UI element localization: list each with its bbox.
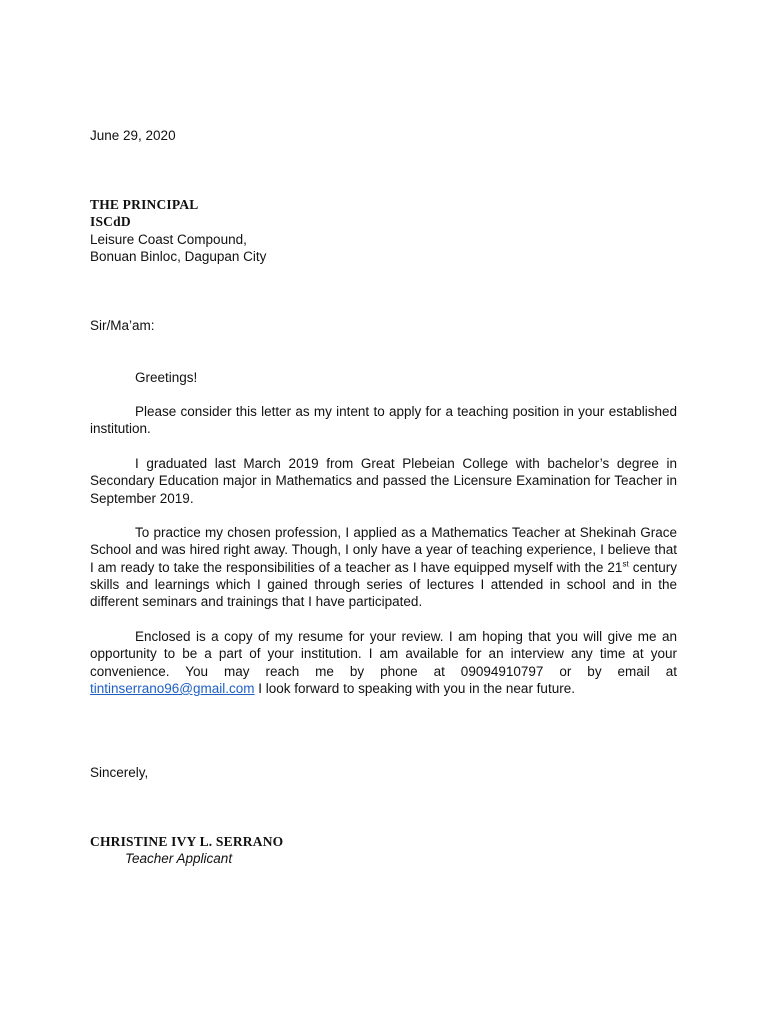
- greeting: Greetings!: [135, 370, 198, 385]
- email-link[interactable]: tintinserrano96@gmail.com: [90, 680, 255, 696]
- closing: Sincerely,: [90, 765, 149, 780]
- paragraph-experience-text-2: century skills and learnings which I gained through series of lectures I attended in school and in the different seminars and trainings that I have participated.: [90, 559, 677, 610]
- paragraph-experience: [90, 524, 677, 610]
- paragraph-enclosure: [90, 628, 677, 697]
- recipient-title: THE PRINCIPAL: [90, 197, 199, 212]
- ordinal-suffix: st: [622, 559, 629, 569]
- paragraph-education: I graduated last March 2019 from Great Plebeian College with bachelor’s degree in Secondary Education major in Mathematics and passed the Licensure Examination for Teacher in September 2019.: [90, 456, 677, 506]
- paragraph-intent: Please consider this letter as my intent to apply for a teaching position in your established institution.: [90, 404, 677, 437]
- signer-title: Teacher Applicant: [125, 851, 233, 867]
- salutation: Sir/Ma’am:: [90, 318, 155, 333]
- recipient-address-line1: Leisure Coast Compound,: [90, 231, 247, 247]
- recipient-institution: ISCdD: [90, 214, 131, 230]
- paragraph-experience-text-1: To practice my chosen profession, I applied as a Mathematics Teacher at Shekinah Grace School and was hired right away. Though, I only have a year of teaching experience, I believe that I am ready to take the responsibilities of a teacher as I have equipped myself with the 21: [90, 525, 677, 575]
- paragraph-enclosure-text-2: I look forward to speaking with you in the near future.: [254, 680, 575, 696]
- signer-name: CHRISTINE IVY L. SERRANO: [90, 834, 284, 849]
- recipient-address-line2: Bonuan Binloc, Dagupan City: [90, 248, 267, 264]
- letter-date: June 29, 2020: [90, 128, 176, 143]
- signature-block: [90, 833, 677, 868]
- recipient-block: [90, 196, 677, 265]
- paragraph-enclosure-text-1: Enclosed is a copy of my resume for your review. I am hoping that you will give me an opportunity to be a part of your institution. I am available for an interview any time at your convenience. You may reach me by phone at 09094910797 or by email at: [90, 629, 677, 679]
